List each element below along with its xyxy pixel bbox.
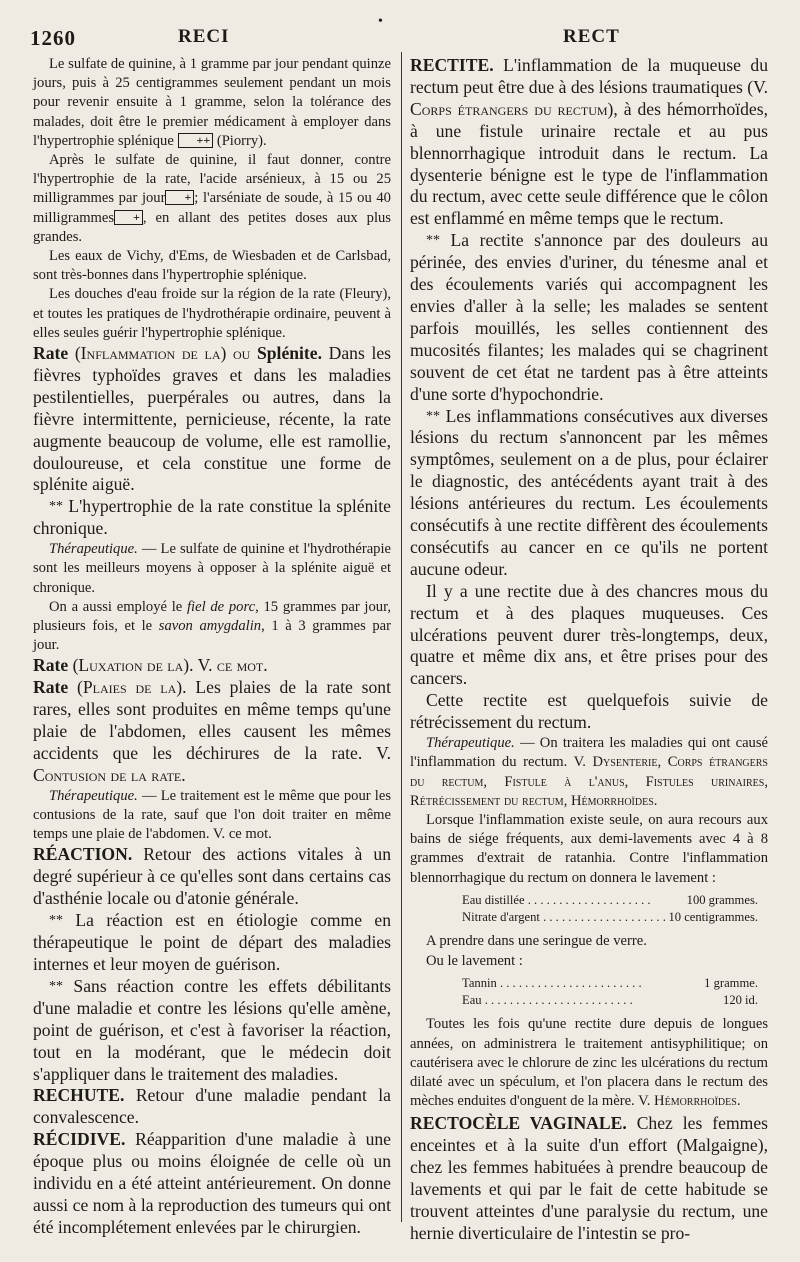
page-number: 1260 [30, 26, 76, 50]
paragraph: A prendre dans une seringue de verre. [426, 933, 647, 950]
paragraph: Ou le lavement : [426, 952, 523, 969]
paragraph: Toutes les fois qu'une rectite dure depuis de longues années, on administrera le traitement antisyphilitique; on cautérisera avec le chlorure de zinc les ulcérations du rectum dilaté avec un spéculum, et l'on placera dans le rectum des mèches enduites d'onguent de la mère. V. Hémorrhoïdes. [410, 1016, 768, 1110]
double-plus-symbol: ++ [178, 133, 214, 148]
running-head-left: RECI [178, 26, 230, 47]
entry-reaction: RÉACTION. Retour des actions vitales à un degré supérieur à ce qu'elles sont dans certains cas d'asthénie locale ou d'atonie générale. [33, 844, 391, 909]
paragraph: ** La rectite s'annonce par des douleurs au périnée, des envies d'uriner, du ténesme anal et des écoulements variés qui accompagnent les envies d'aller à la selle; les malades se sentent parfois mouillés, les selles contiennent des mucosités filantes; les malades qui se chagrinent souvent de cet état ne tardent pas à être atteints d'une sorte d'hypochondrie. [410, 230, 768, 404]
paragraph: Cette rectite est quelquefois suivie de rétrécissement du rectum. [410, 690, 768, 733]
right-column [410, 55, 768, 1245]
asterism-icon: ** [49, 499, 63, 515]
asterism-icon: ** [49, 978, 63, 994]
entry-keyword: Rate [33, 655, 69, 676]
entry-keyword: RECTITE. [410, 55, 494, 75]
prescription-line: Eau . . . . . . . . . . . . . . . . . . . . . . . . 120 id. [462, 993, 758, 1008]
prescription-2 [410, 975, 768, 1010]
entry-keyword: RÉACTION. [33, 844, 133, 865]
running-head-right: RECT [563, 26, 620, 47]
prescription-line: Nitrate d'argent . . . . . . . . . . . . . . . . . . . . 10 centigrammes. [462, 910, 758, 925]
paragraph: Il y a une rectite due à des chancres mous du rectum et à des plaques muqueuses. Ces ulcérations peuvent durer très-longtemps, deux, quatre et même dix ans, et être prises pour des cancers. [410, 580, 768, 689]
therapeutics: Thérapeutique. — Le traitement est le même que pour les contusions de la rate, sauf que l'on doit traiter en même temps une plaie de l'abdomen. V. ce mot. [33, 787, 391, 843]
therapeutics: Thérapeutique. — On traitera les maladies qui ont causé l'inflammation du rectum. V. Dysenterie, Corps étrangers du rectum, Fistule à l'anus, Fistules urinaires, Rétrécissement du rectum, Hémorrhoïdes. [410, 735, 768, 809]
paragraph: ** Les inflammations consécutives aux diverses lésions du rectum s'annoncent par les mêmes symptômes, seulement on a de plus, pour éclairer le diagnostic, des antécédents ayant trait à des lésions antérieures du rectum. Les écoulements consécutifs à une rectite diffèrent des écoulements consécutifs au cancer en ce qu'ils ne portent aucune odeur. [410, 405, 768, 579]
entry-rectocele: RECTOCÈLE VAGINALE. Chez les femmes enceintes et à la suite d'un effort (Malgaigne), chez les femmes habituées à prendre beaucoup de lavements et qui par le fait de cette habitude se trouvent atteintes d'une paralysie du rectum, une hernie diverticulaire de l'intestin se pro- [410, 1113, 768, 1243]
left-column [33, 55, 391, 1239]
entry-rate-plaies: Rate (Plaies de la). Les plaies de la rate sont rares, elles sont produites en même temps qu'une plaie de l'abdomen, elles causent les mêmes accidents que les déchirures de la rate. V. Contusion de la rate. [33, 677, 391, 785]
header-dot: • [378, 14, 383, 29]
prescription-1 [410, 892, 768, 927]
paragraph: Lorsque l'inflammation existe seule, on aura recours aux bains de siége fréquents, aux demi-lavements avec 4 à 8 grammes d'extrait de ratanhia. Contre l'inflammation blennorrhagique du rectum on donnera le lavement : [410, 811, 768, 886]
entry-keyword: Rate [33, 677, 69, 698]
plus-symbol: + [114, 210, 143, 225]
plus-symbol: + [165, 190, 194, 205]
entry-keyword: Rate [33, 343, 69, 364]
asterism-icon: ** [426, 233, 440, 249]
entry-keyword: RÉCIDIVE. [33, 1129, 126, 1150]
paragraph: Les douches d'eau froide sur la région de la rate (Fleury), et toutes les pratiques de l'hydrothérapie ordinaire, peuvent à elles seules guérir l'hypertrophie splénique. [33, 286, 391, 341]
paragraph: Après le sulfate de quinine, il faut donner, contre l'hypertrophie de la rate, l'acide arsénieux, à 15 ou 25 milligrammes par jour + ; l'arséniate de soude, à 15 ou 40 milligrammes + , en allant des petites doses aux plus grandes. [33, 152, 391, 245]
prescription-line: Tannin . . . . . . . . . . . . . . . . . . . . . . . 1 gramme. [462, 975, 758, 990]
asterism-icon: ** [49, 913, 63, 929]
paragraph: ** Sans réaction contre les effets débilitants d'une maladie et contre les lésions qu'elle amène, point de guérison, et c'est à favoriser la réaction, tout en la modérant, que le médecin doit s'appliquer dans le traitement des maladies. [33, 975, 391, 1084]
entry-rate-luxation: Rate (Luxation de la). V. ce mot. [33, 655, 268, 676]
entry-rectite: RECTITE. L'inflammation de la muqueuse du rectum peut être due à des lésions traumatiques (V. Corps étrangers du rectum), à des hémorrhoïdes, à une fistule urinaire rectale et au pus blennorrhagique introduit dans le rectum. La dysenterie bénigne est le type de l'inflammation du rectum, avec cette seule différence que le côlon est enflammé en même temps que le rectum. [410, 55, 768, 229]
paragraph: Les eaux de Vichy, d'Ems, de Wiesbaden et de Carlsbad, sont très-bonnes dans l'hypertrophie splénique. [33, 248, 391, 284]
entry-keyword: RECHUTE. [33, 1085, 125, 1106]
entry-keyword: RECTOCÈLE VAGINALE. [410, 1113, 627, 1134]
entry-rechute: RECHUTE. Retour d'une maladie pendant la convalescence. [33, 1085, 391, 1128]
column-divider [401, 52, 402, 1222]
entry-recidive: RÉCIDIVE. Réapparition d'une maladie à une époque plus ou moins éloignée de celle où un individu en a été atteint antérieurement. On donne aussi ce nom à la reproduction des tumeurs qui ont été incomplétement enlevées par le chirurgien. [33, 1129, 391, 1237]
therapeutics: Thérapeutique. — Le sulfate de quinine et l'hydrothérapie sont les meilleurs moyens à opposer à la splénite aiguë et chronique. [33, 541, 391, 596]
paragraph: On a aussi employé le fiel de porc, 15 grammes par jour, plusieurs fois, et le savon amygdalin, 1 à 3 grammes par jour. [33, 598, 391, 654]
asterism-icon: ** [426, 408, 440, 424]
paragraph: ** La réaction est en étiologie comme en thérapeutique le point de départ des maladies internes et leur moyen de guérison. [33, 910, 391, 974]
prescription-line: Eau distillée . . . . . . . . . . . . . . . . . . . . 100 grammes. [462, 892, 758, 907]
paragraph: Le sulfate de quinine, à 1 gramme par jour pendant quinze jours, puis à 25 centigrammes seulement pendant un mois pour revenir ensuite à 1 gramme, selon la tolérance des malades, doit être le premier médicament à employer dans l'hypertrophie splénique ++ (Piorry). [33, 56, 391, 149]
entry-rate-inflammation: Rate (Inflammation de la) ou Splénite. Dans les fièvres typhoïdes graves et dans les maladies pestilentielles, puerpérales ou autres, dans la fièvre intermittente, pernicieuse, récente, la rate augmente beaucoup de volume, elle est ramollie, douloureuse, et cela constitue une forme de splénite aiguë. [33, 343, 391, 495]
paragraph: ** L'hypertrophie de la rate constitue la splénite chronique. [33, 496, 391, 539]
